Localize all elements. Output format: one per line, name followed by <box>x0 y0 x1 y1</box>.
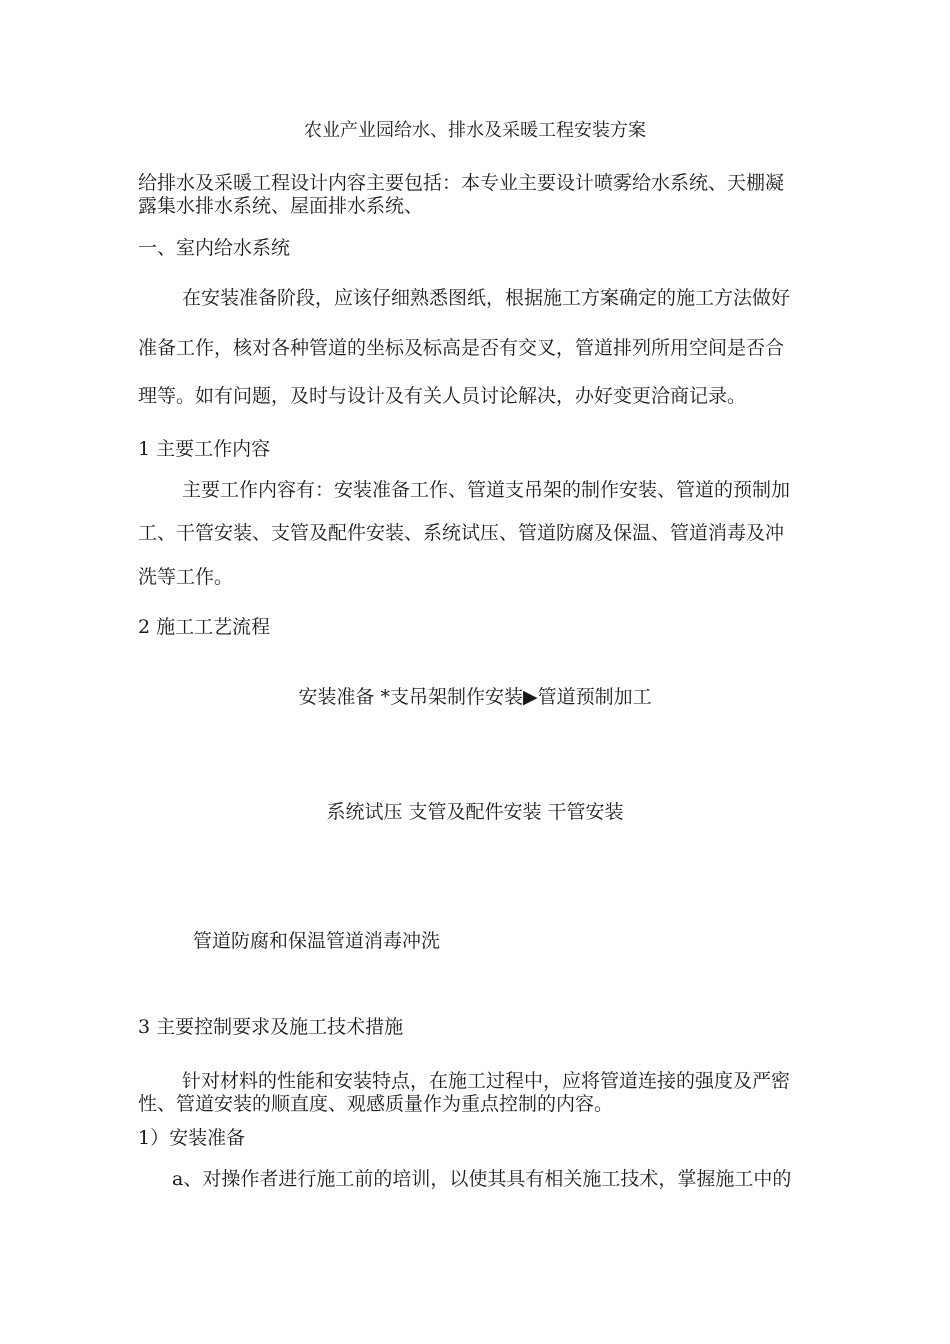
sub1-para-line-2: 工、干管安装、支管及配件安装、系统试压、管道防腐及保温、管道消毒及冲 <box>138 522 785 544</box>
section1-para-line-3: 理等。如有问题，及时与设计及有关人员讨论解决，办好变更洽商记录。 <box>138 385 747 407</box>
intro-line-1: 给排水及采暖工程设计内容主要包括：本专业主要设计喷雾给水系统、天棚凝 <box>138 172 785 194</box>
sub1-para-line-3: 洗等工作。 <box>138 566 234 588</box>
sub1-heading: 1 主要工作内容 <box>138 438 271 460</box>
sub3-para-line-2: 性、管道安装的顺直度、观感质量作为重点控制的内容。 <box>138 1093 614 1115</box>
document-title: 农业产业园给水、排水及采暖工程安装方案 <box>304 120 646 141</box>
sub3-heading: 3 主要控制要求及施工技术措施 <box>138 1016 404 1038</box>
sub2-heading: 2 施工工艺流程 <box>138 616 271 638</box>
section1-para-line-2: 准备工作，核对各种管道的坐标及标高是否有交叉，管道排列所用空间是否合 <box>138 337 785 359</box>
flow-row-2: 系统试压 支管及配件安装 干管安装 <box>326 801 624 823</box>
section1-heading: 一、室内给水系统 <box>138 237 291 259</box>
sub1-para-line-1: 主要工作内容有：安装准备工作、管道支吊架的制作安装、管道的预制加 <box>182 479 791 501</box>
item1-a-line: a、对操作者进行施工前的培训，以使其具有相关施工技术，掌握施工中的 <box>172 1168 792 1190</box>
flow-row-1: 安装准备 *支吊架制作安装▶管道预制加工 <box>298 686 652 708</box>
item1-heading: 1）安装准备 <box>138 1127 246 1149</box>
section1-para-line-1: 在安装准备阶段，应该仔细熟悉图纸，根据施工方案确定的施工方法做好 <box>182 287 791 309</box>
intro-line-2: 露集水排水系统、屋面排水系统、 <box>138 195 424 217</box>
flow-row-3: 管道防腐和保温管道消毒冲洗 <box>193 930 441 952</box>
sub3-para-line-1: 针对材料的性能和安装特点，在施工过程中，应将管道连接的强度及严密 <box>182 1070 791 1092</box>
